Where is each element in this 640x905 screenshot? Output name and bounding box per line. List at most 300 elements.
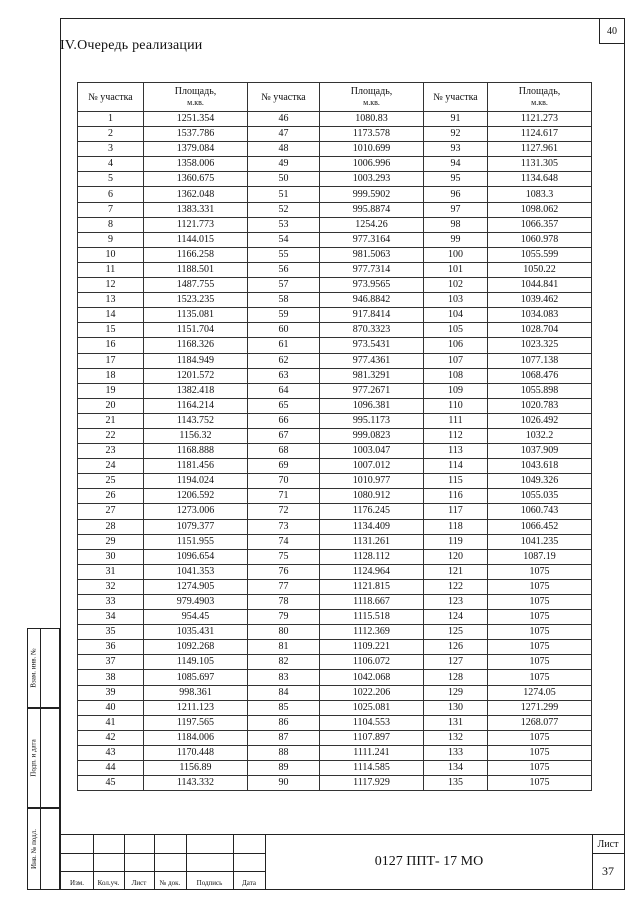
plot-area-cell: 1055.035 — [488, 489, 592, 504]
plot-number-cell: 116 — [424, 489, 488, 504]
plot-number-cell: 67 — [248, 428, 320, 443]
table-row — [78, 444, 592, 459]
plot-number-cell: 107 — [424, 353, 488, 368]
plot-number-cell: 114 — [424, 459, 488, 474]
plot-area-cell: 995.1173 — [320, 413, 424, 428]
plot-number-cell: 103 — [424, 293, 488, 308]
plot-number-cell: 19 — [78, 383, 144, 398]
plot-number-cell: 8 — [78, 217, 144, 232]
plot-number-cell: 66 — [248, 413, 320, 428]
table-row — [78, 474, 592, 489]
plot-area-cell: 1044.841 — [488, 278, 592, 293]
plot-number-cell: 121 — [424, 564, 488, 579]
page-title: IV.Очередь реализации — [60, 38, 203, 53]
plot-number-cell: 52 — [248, 202, 320, 217]
plot-number-cell: 132 — [424, 730, 488, 745]
plot-area-cell: 977.7314 — [320, 262, 424, 277]
table-row — [78, 670, 592, 685]
plot-number-cell: 80 — [248, 625, 320, 640]
plot-number-cell: 120 — [424, 549, 488, 564]
plot-number-cell: 22 — [78, 428, 144, 443]
plot-area-cell: 1080.912 — [320, 489, 424, 504]
plot-area-cell: 1121.773 — [144, 217, 248, 232]
sheet-box — [592, 835, 624, 889]
table-row — [78, 625, 592, 640]
table-row — [78, 745, 592, 760]
plot-number-cell: 14 — [78, 308, 144, 323]
plot-area-cell: 973.5431 — [320, 338, 424, 353]
plot-area-cell: 1075 — [488, 776, 592, 791]
plot-number-cell: 5 — [78, 172, 144, 187]
plot-number-cell: 104 — [424, 308, 488, 323]
table-row — [78, 308, 592, 323]
plot-number-cell: 127 — [424, 655, 488, 670]
plot-number-cell: 42 — [78, 730, 144, 745]
plot-area-cell: 1168.326 — [144, 338, 248, 353]
plot-area-cell: 981.5063 — [320, 247, 424, 262]
plot-number-cell: 31 — [78, 564, 144, 579]
plot-area-cell: 1134.409 — [320, 519, 424, 534]
plot-number-cell: 110 — [424, 398, 488, 413]
title-block-grid — [61, 835, 265, 889]
plot-area-cell: 1127.961 — [488, 142, 592, 157]
table-row — [78, 579, 592, 594]
column-header — [144, 83, 248, 112]
plot-area-cell: 1271.299 — [488, 700, 592, 715]
plot-area-cell: 1109.221 — [320, 640, 424, 655]
plot-area-cell: 1080.83 — [320, 112, 424, 127]
plot-area-cell: 1114.585 — [320, 761, 424, 776]
table-row — [78, 247, 592, 262]
plot-number-cell: 95 — [424, 172, 488, 187]
plot-number-cell: 53 — [248, 217, 320, 232]
plot-number-cell: 11 — [78, 262, 144, 277]
plot-area-cell: 1107.897 — [320, 730, 424, 745]
plot-area-cell: 1041.353 — [144, 564, 248, 579]
column-header-label: Площадь, — [174, 86, 217, 97]
sheet-label: Лист — [592, 835, 624, 854]
plot-number-cell: 43 — [78, 745, 144, 760]
plot-number-cell: 39 — [78, 685, 144, 700]
table-row — [78, 685, 592, 700]
plot-number-cell: 115 — [424, 474, 488, 489]
table-row — [78, 398, 592, 413]
table-row — [78, 700, 592, 715]
plot-number-cell: 134 — [424, 761, 488, 776]
title-block-label: Дата — [242, 879, 256, 887]
plot-area-cell: 1075 — [488, 579, 592, 594]
plot-number-cell: 54 — [248, 232, 320, 247]
plot-number-cell: 125 — [424, 625, 488, 640]
plot-area-cell: 1096.654 — [144, 549, 248, 564]
plot-area-cell: 1274.05 — [488, 685, 592, 700]
plot-area-cell: 1066.357 — [488, 217, 592, 232]
plot-number-cell: 71 — [248, 489, 320, 504]
table-row — [78, 489, 592, 504]
plot-area-cell: 1251.354 — [144, 112, 248, 127]
plot-number-cell: 94 — [424, 157, 488, 172]
area-table — [77, 82, 592, 791]
plot-area-cell: 1006.996 — [320, 157, 424, 172]
plot-area-cell: 1092.268 — [144, 640, 248, 655]
plot-area-cell: 1166.258 — [144, 247, 248, 262]
side-block-orig — [27, 808, 60, 890]
plot-area-cell: 1194.024 — [144, 474, 248, 489]
plot-area-cell: 1188.501 — [144, 262, 248, 277]
plot-number-cell: 36 — [78, 640, 144, 655]
column-header — [488, 83, 592, 112]
plot-area-cell: 1075 — [488, 730, 592, 745]
plot-number-cell: 129 — [424, 685, 488, 700]
plot-area-cell: 1023.325 — [488, 338, 592, 353]
table-row — [78, 459, 592, 474]
plot-area-cell: 1049.326 — [488, 474, 592, 489]
plot-area-cell: 1164.214 — [144, 398, 248, 413]
plot-number-cell: 131 — [424, 715, 488, 730]
sheet-number: 37 — [602, 863, 614, 878]
plot-area-cell: 1104.553 — [320, 715, 424, 730]
plot-number-cell: 105 — [424, 323, 488, 338]
plot-number-cell: 69 — [248, 459, 320, 474]
plot-area-cell: 1151.955 — [144, 534, 248, 549]
plot-number-cell: 77 — [248, 579, 320, 594]
table-row — [78, 549, 592, 564]
plot-area-cell: 1075 — [488, 655, 592, 670]
plot-area-cell: 1050.22 — [488, 262, 592, 277]
table-row — [78, 610, 592, 625]
plot-number-cell: 27 — [78, 504, 144, 519]
plot-number-cell: 15 — [78, 323, 144, 338]
plot-area-cell: 1079.377 — [144, 519, 248, 534]
plot-area-cell: 1124.964 — [320, 564, 424, 579]
plot-number-cell: 126 — [424, 640, 488, 655]
title-block-label: Подпись — [196, 879, 223, 887]
plot-number-cell: 76 — [248, 564, 320, 579]
table-row — [78, 519, 592, 534]
plot-area-cell: 946.8842 — [320, 293, 424, 308]
plot-number-cell: 58 — [248, 293, 320, 308]
table-row — [78, 640, 592, 655]
table-row — [78, 217, 592, 232]
column-header — [320, 83, 424, 112]
plot-number-cell: 117 — [424, 504, 488, 519]
table-row — [78, 112, 592, 127]
table-row — [78, 595, 592, 610]
plot-number-cell: 88 — [248, 745, 320, 760]
plot-area-cell: 1274.905 — [144, 579, 248, 594]
plot-area-cell: 1075 — [488, 564, 592, 579]
plot-number-cell: 32 — [78, 579, 144, 594]
plot-number-cell: 92 — [424, 127, 488, 142]
plot-area-cell: 1201.572 — [144, 368, 248, 383]
plot-number-cell: 87 — [248, 730, 320, 745]
plot-number-cell: 82 — [248, 655, 320, 670]
plot-area-cell: 1028.704 — [488, 323, 592, 338]
plot-area-cell: 1379.084 — [144, 142, 248, 157]
plot-area-cell: 1039.462 — [488, 293, 592, 308]
plot-area-cell: 981.3291 — [320, 368, 424, 383]
plot-area-cell: 1068.476 — [488, 368, 592, 383]
plot-area-cell: 1085.697 — [144, 670, 248, 685]
plot-area-cell: 954.45 — [144, 610, 248, 625]
plot-number-cell: 112 — [424, 428, 488, 443]
plot-area-cell: 1010.699 — [320, 142, 424, 157]
plot-area-cell: 1128.112 — [320, 549, 424, 564]
side-block-replace — [27, 628, 60, 708]
plot-area-cell: 1362.048 — [144, 187, 248, 202]
column-header — [78, 83, 144, 112]
plot-area-cell: 1035.431 — [144, 625, 248, 640]
table-row — [78, 127, 592, 142]
plot-area-cell: 973.9565 — [320, 278, 424, 293]
plot-number-cell: 124 — [424, 610, 488, 625]
plot-area-cell: 1075 — [488, 610, 592, 625]
plot-number-cell: 62 — [248, 353, 320, 368]
table-row — [78, 504, 592, 519]
plot-number-cell: 113 — [424, 444, 488, 459]
table-row — [78, 338, 592, 353]
plot-number-cell: 26 — [78, 489, 144, 504]
side-label-inv-orig: Инв. № подл. — [30, 829, 39, 869]
plot-number-cell: 25 — [78, 474, 144, 489]
plot-area-cell: 917.8414 — [320, 308, 424, 323]
plot-number-cell: 70 — [248, 474, 320, 489]
plot-number-cell: 24 — [78, 459, 144, 474]
plot-number-cell: 7 — [78, 202, 144, 217]
plot-number-cell: 4 — [78, 157, 144, 172]
plot-area-cell: 1020.783 — [488, 398, 592, 413]
plot-number-cell: 100 — [424, 247, 488, 262]
column-header-unit: м.кв. — [187, 98, 204, 107]
plot-area-cell: 1118.667 — [320, 595, 424, 610]
plot-area-cell: 1007.012 — [320, 459, 424, 474]
plot-area-cell: 1134.648 — [488, 172, 592, 187]
plot-area-cell: 1010.977 — [320, 474, 424, 489]
plot-number-cell: 73 — [248, 519, 320, 534]
plot-area-cell: 1487.755 — [144, 278, 248, 293]
plot-area-cell: 1206.592 — [144, 489, 248, 504]
drawing-frame — [60, 18, 625, 890]
plot-area-cell: 1197.565 — [144, 715, 248, 730]
table-row — [78, 383, 592, 398]
plot-area-cell: 1173.578 — [320, 127, 424, 142]
plot-number-cell: 30 — [78, 549, 144, 564]
plot-area-cell: 870.3323 — [320, 323, 424, 338]
plot-area-cell: 995.8874 — [320, 202, 424, 217]
plot-number-cell: 97 — [424, 202, 488, 217]
plot-number-cell: 61 — [248, 338, 320, 353]
plot-area-cell: 1156.32 — [144, 428, 248, 443]
plot-number-cell: 60 — [248, 323, 320, 338]
table-row — [78, 278, 592, 293]
plot-number-cell: 37 — [78, 655, 144, 670]
table-header-row — [78, 83, 592, 112]
plot-number-cell: 101 — [424, 262, 488, 277]
plot-number-cell: 48 — [248, 142, 320, 157]
plot-area-cell: 1184.006 — [144, 730, 248, 745]
plot-area-cell: 1075 — [488, 640, 592, 655]
plot-number-cell: 6 — [78, 187, 144, 202]
plot-area-cell: 1135.081 — [144, 308, 248, 323]
plot-number-cell: 45 — [78, 776, 144, 791]
plot-number-cell: 102 — [424, 278, 488, 293]
plot-number-cell: 18 — [78, 368, 144, 383]
table-row — [78, 761, 592, 776]
table-row — [78, 413, 592, 428]
plot-number-cell: 91 — [424, 112, 488, 127]
plot-area-cell: 1003.293 — [320, 172, 424, 187]
plot-area-cell: 1144.015 — [144, 232, 248, 247]
table-row — [78, 428, 592, 443]
plot-number-cell: 33 — [78, 595, 144, 610]
column-header-unit: м.кв. — [363, 98, 380, 107]
plot-area-cell: 1075 — [488, 761, 592, 776]
plot-number-cell: 75 — [248, 549, 320, 564]
plot-number-cell: 98 — [424, 217, 488, 232]
plot-area-cell: 979.4903 — [144, 595, 248, 610]
plot-number-cell: 74 — [248, 534, 320, 549]
plot-area-cell: 1087.19 — [488, 549, 592, 564]
table-row — [78, 655, 592, 670]
plot-area-cell: 1131.305 — [488, 157, 592, 172]
plot-number-cell: 83 — [248, 670, 320, 685]
plot-area-cell: 1149.105 — [144, 655, 248, 670]
plot-number-cell: 64 — [248, 383, 320, 398]
plot-number-cell: 59 — [248, 308, 320, 323]
plot-number-cell: 63 — [248, 368, 320, 383]
plot-area-cell: 1077.138 — [488, 353, 592, 368]
table-body — [78, 112, 592, 791]
plot-area-cell: 1170.448 — [144, 745, 248, 760]
plot-area-cell: 1143.752 — [144, 413, 248, 428]
plot-number-cell: 13 — [78, 293, 144, 308]
plot-area-cell: 1043.618 — [488, 459, 592, 474]
plot-area-cell: 1034.083 — [488, 308, 592, 323]
plot-area-cell: 1121.273 — [488, 112, 592, 127]
plot-area-cell: 1075 — [488, 670, 592, 685]
plot-area-cell: 1025.081 — [320, 700, 424, 715]
title-block-label: Лист — [131, 879, 147, 887]
plot-number-cell: 89 — [248, 761, 320, 776]
plot-area-cell: 1176.245 — [320, 504, 424, 519]
plot-area-cell: 1117.929 — [320, 776, 424, 791]
plot-area-cell: 1055.898 — [488, 383, 592, 398]
plot-number-cell: 20 — [78, 398, 144, 413]
title-block-label: № док. — [159, 879, 181, 887]
plot-number-cell: 40 — [78, 700, 144, 715]
plot-number-cell: 38 — [78, 670, 144, 685]
side-block-sign — [27, 708, 60, 808]
plot-area-cell: 1111.241 — [320, 745, 424, 760]
plot-number-cell: 123 — [424, 595, 488, 610]
plot-number-cell: 109 — [424, 383, 488, 398]
plot-area-cell: 1003.047 — [320, 444, 424, 459]
plot-area-cell: 999.0823 — [320, 428, 424, 443]
plot-number-cell: 106 — [424, 338, 488, 353]
plot-number-cell: 10 — [78, 247, 144, 262]
column-header-label: № участка — [261, 91, 306, 103]
plot-area-cell: 1537.786 — [144, 127, 248, 142]
side-label-sign-date: Подп. и дата — [30, 739, 38, 777]
plot-number-cell: 47 — [248, 127, 320, 142]
plot-number-cell: 78 — [248, 595, 320, 610]
plot-number-cell: 118 — [424, 519, 488, 534]
plot-number-cell: 85 — [248, 700, 320, 715]
plot-number-cell: 46 — [248, 112, 320, 127]
plot-area-cell: 1075 — [488, 745, 592, 760]
column-header-label: Площадь, — [518, 86, 561, 97]
plot-number-cell: 133 — [424, 745, 488, 760]
title-block-label: Кол.уч. — [97, 879, 120, 887]
plot-number-cell: 68 — [248, 444, 320, 459]
plot-number-cell: 135 — [424, 776, 488, 791]
plot-number-cell: 41 — [78, 715, 144, 730]
plot-area-cell: 1143.332 — [144, 776, 248, 791]
plot-area-cell: 1112.369 — [320, 625, 424, 640]
plot-number-cell: 84 — [248, 685, 320, 700]
plot-number-cell: 12 — [78, 278, 144, 293]
document-code: 0127 ППТ- 17 МО — [265, 835, 593, 889]
plot-number-cell: 128 — [424, 670, 488, 685]
plot-area-cell: 1184.949 — [144, 353, 248, 368]
plot-area-cell: 1026.492 — [488, 413, 592, 428]
plot-area-cell: 1022.206 — [320, 685, 424, 700]
plot-number-cell: 35 — [78, 625, 144, 640]
plot-area-cell: 1066.452 — [488, 519, 592, 534]
plot-area-cell: 1055.599 — [488, 247, 592, 262]
plot-area-cell: 1211.123 — [144, 700, 248, 715]
plot-area-cell: 1523.235 — [144, 293, 248, 308]
plot-number-cell: 93 — [424, 142, 488, 157]
plot-number-cell: 65 — [248, 398, 320, 413]
plot-area-cell: 1382.418 — [144, 383, 248, 398]
plot-number-cell: 49 — [248, 157, 320, 172]
plot-number-cell: 81 — [248, 640, 320, 655]
plot-area-cell: 1032.2 — [488, 428, 592, 443]
column-header-label: Площадь, — [350, 86, 393, 97]
plot-area-cell: 1041.235 — [488, 534, 592, 549]
table-row — [78, 564, 592, 579]
plot-area-cell: 977.2671 — [320, 383, 424, 398]
plot-area-cell: 1383.331 — [144, 202, 248, 217]
plot-number-cell: 108 — [424, 368, 488, 383]
plot-number-cell: 23 — [78, 444, 144, 459]
page-number-box: 40 — [599, 19, 624, 44]
column-header-label: № участка — [433, 91, 478, 103]
plot-area-cell: 1181.456 — [144, 459, 248, 474]
table-row — [78, 142, 592, 157]
plot-area-cell: 1075 — [488, 595, 592, 610]
plot-area-cell: 1098.062 — [488, 202, 592, 217]
plot-number-cell: 44 — [78, 761, 144, 776]
plot-number-cell: 99 — [424, 232, 488, 247]
plot-area-cell: 1124.617 — [488, 127, 592, 142]
plot-number-cell: 122 — [424, 579, 488, 594]
plot-area-cell: 1168.888 — [144, 444, 248, 459]
plot-number-cell: 16 — [78, 338, 144, 353]
plot-number-cell: 119 — [424, 534, 488, 549]
plot-number-cell: 51 — [248, 187, 320, 202]
plot-area-cell: 1042.068 — [320, 670, 424, 685]
plot-number-cell: 17 — [78, 353, 144, 368]
plot-number-cell: 2 — [78, 127, 144, 142]
table-row — [78, 187, 592, 202]
plot-area-cell: 1254.26 — [320, 217, 424, 232]
plot-area-cell: 1096.381 — [320, 398, 424, 413]
table-row — [78, 776, 592, 791]
table-row — [78, 730, 592, 745]
column-header — [248, 83, 320, 112]
